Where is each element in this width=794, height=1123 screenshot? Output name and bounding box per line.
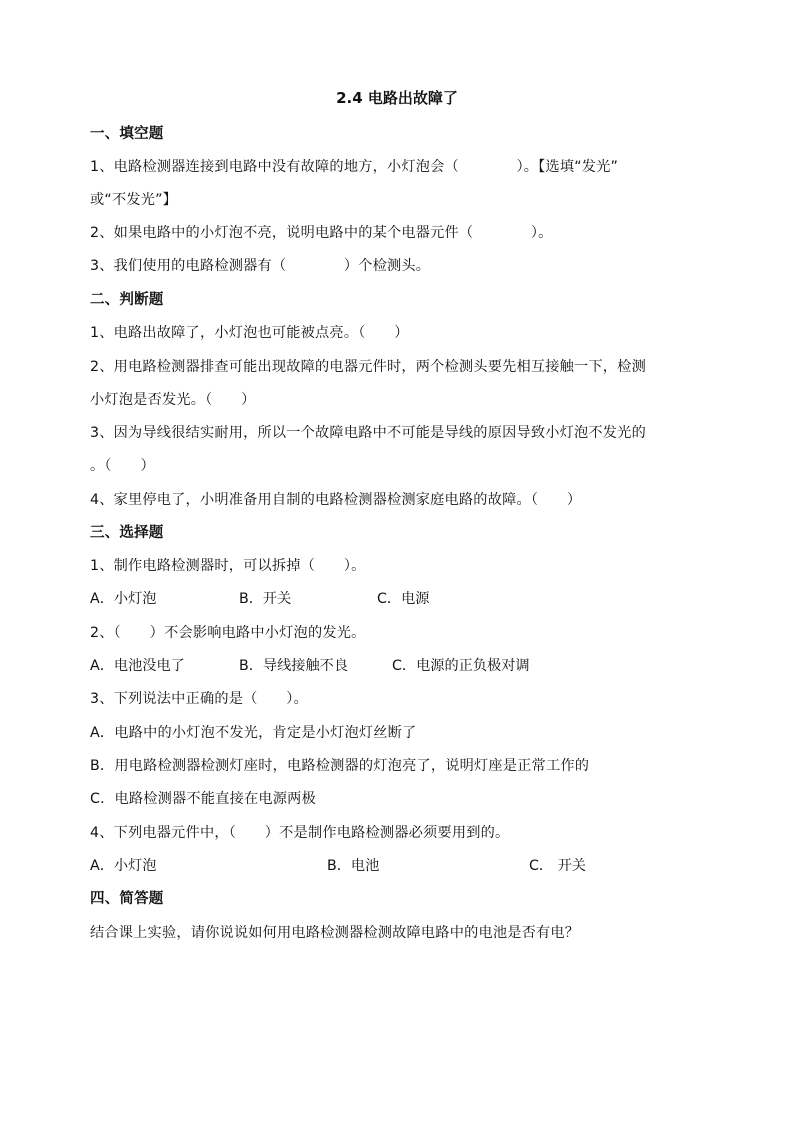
section-heading-judge: 二、判断题 bbox=[90, 292, 164, 308]
judge-question-2-cont: 小灯泡是否发光。（ ） bbox=[90, 392, 256, 408]
choice-q4-option-b: B．电池 bbox=[327, 858, 380, 874]
fill-question-2: 2、如果电路中的小灯泡不亮，说明电路中的某个电器元件（ ）。 bbox=[90, 225, 553, 241]
judge-question-1: 1、电路出故障了，小灯泡也可能被点亮。（ ） bbox=[90, 325, 409, 341]
choice-question-3: 3、下列说法中正确的是（ ）。 bbox=[90, 691, 308, 707]
choice-q1-option-a: A．小灯泡 bbox=[90, 591, 157, 607]
section-heading-fill: 一、填空题 bbox=[90, 126, 164, 142]
fill-question-3: 3、我们使用的电路检测器有（ ）个检测头。 bbox=[90, 258, 431, 274]
choice-question-1: 1、制作电路检测器时，可以拆掉（ ）。 bbox=[90, 558, 366, 574]
choice-question-4: 4、下列电器元件中，（ ）不是制作电路检测器必须要用到的。 bbox=[90, 825, 510, 841]
choice-q3-option-b: B．用电路检测器检测灯座时，电路检测器的灯泡亮了，说明灯座是正常工作的 bbox=[90, 758, 590, 774]
choice-q2-option-a: A．电池没电了 bbox=[90, 658, 185, 674]
choice-q2-option-c: C．电源的正负极对调 bbox=[392, 658, 530, 674]
choice-q2-option-b: B．导线接触不良 bbox=[239, 658, 349, 674]
choice-q4-option-a: A．小灯泡 bbox=[90, 858, 157, 874]
judge-question-4: 4、家里停电了，小明准备用自制的电路检测器检测家庭电路的故障。（ ） bbox=[90, 492, 582, 508]
section-heading-choice: 三、选择题 bbox=[90, 525, 164, 541]
fill-question-1: 1、电路检测器连接到电路中没有故障的地方，小灯泡会（ ）。【选填“发光” bbox=[90, 159, 619, 175]
short-question-1: 结合课上实验，请你说说如何用电路检测器检测故障电路中的电池是否有电？ bbox=[90, 925, 580, 941]
page-title: 2.4 电路出故障了 bbox=[336, 89, 458, 107]
choice-q4-option-c: C． 开关 bbox=[529, 858, 586, 874]
judge-question-3: 3、因为导线很结实耐用，所以一个故障电路中不可能是导线的原因导致小灯泡不发光的 bbox=[90, 425, 646, 441]
section-heading-short: 四、简答题 bbox=[90, 891, 164, 907]
choice-q1-option-b: B．开关 bbox=[239, 591, 292, 607]
fill-question-1-cont: 或“不发光”】 bbox=[90, 192, 178, 208]
choice-q3-option-c: C．电路检测器不能直接在电源两极 bbox=[90, 791, 316, 807]
choice-q3-option-a: A．电路中的小灯泡不发光，肯定是小灯泡灯丝断了 bbox=[90, 725, 417, 741]
choice-q1-option-c: C．电源 bbox=[377, 591, 430, 607]
judge-question-3-cont: 。（ ） bbox=[90, 458, 155, 474]
choice-question-2: 2、（ ）不会影响电路中小灯泡的发光。 bbox=[90, 625, 366, 641]
judge-question-2: 2、用电路检测器排查可能出现故障的电器元件时，两个检测头要先相互接触一下，检测 bbox=[90, 359, 646, 375]
